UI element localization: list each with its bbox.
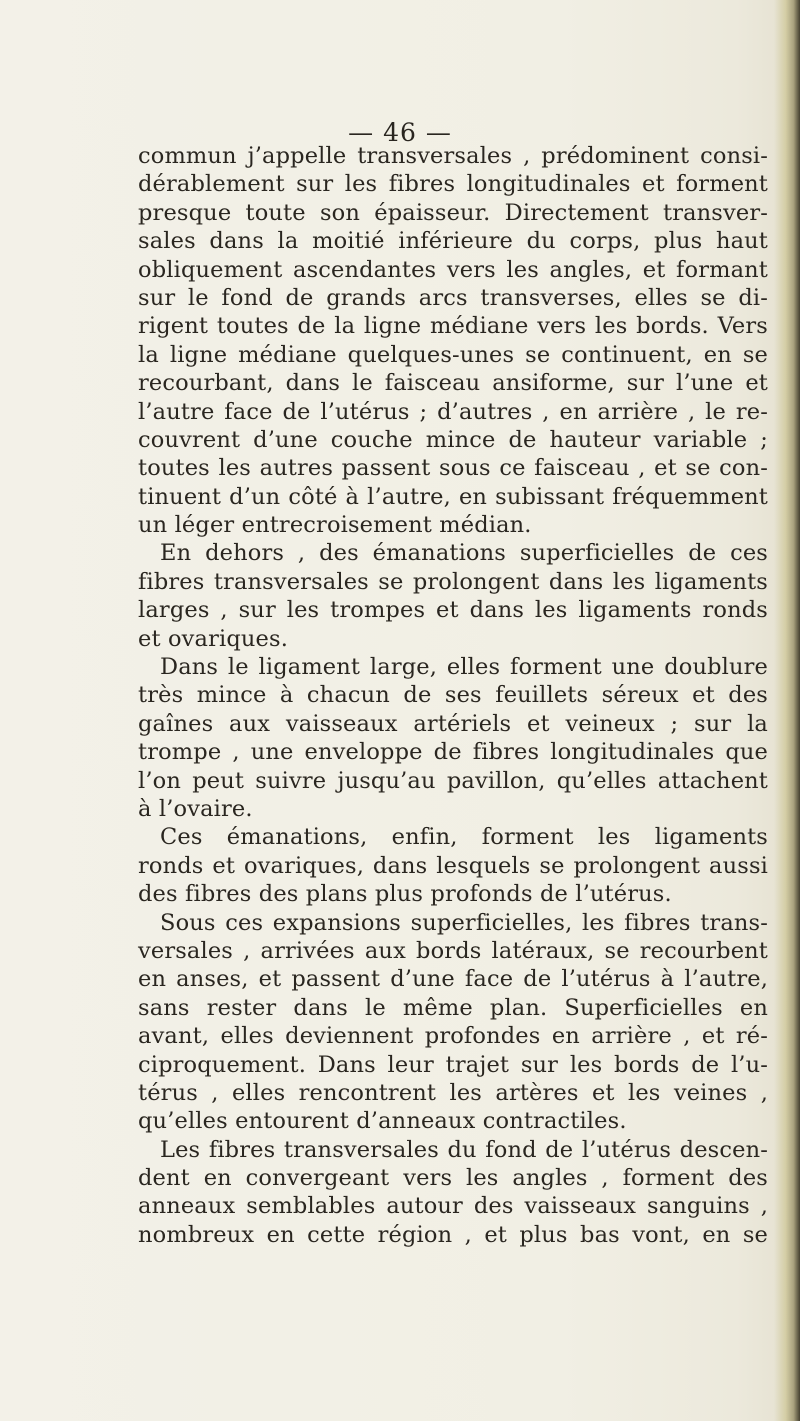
text-line: et ovariques. — [138, 625, 288, 652]
text-line: Les fibres transversales du fond de l’utérus descen- — [160, 1136, 768, 1163]
text-line: à l’ovaire. — [138, 795, 253, 822]
text-line: des fibres des plans plus profonds de l’utérus. — [138, 881, 672, 908]
text-line: rigent toutes de la ligne médiane vers les bords. Vers — [138, 313, 768, 340]
text-line: larges , sur les trompes et dans les ligaments ronds — [138, 597, 768, 624]
text-line: térus , elles rencontrent les artères et les veines , — [138, 1079, 768, 1106]
text-line: qu’elles entourent d’anneaux contractiles. — [138, 1108, 627, 1135]
text-line: ciproquement. Dans leur trajet sur les bords de l’u- — [138, 1051, 768, 1078]
body-text — [138, 142, 768, 1249]
text-line: en anses, et passent d’une face de l’utérus à l’autre, — [138, 966, 768, 993]
text-line: l’autre face de l’utérus ; d’autres , en arrière , le re- — [138, 398, 768, 425]
text-line: gaînes aux vaisseaux artériels et veineux ; sur la — [138, 710, 768, 737]
text-line: sur le fond de grands arcs transverses, elles se di- — [138, 284, 768, 311]
text-line: Dans le ligament large, elles forment une doublure — [160, 654, 768, 681]
text-line: avant, elles deviennent profondes en arrière , et ré- — [138, 1023, 768, 1050]
text-line: ronds et ovariques, dans lesquels se prolongent aussi — [138, 852, 768, 879]
text-line: fibres transversales se prolongent dans les ligaments — [138, 568, 768, 595]
text-line: un léger entrecroisement médian. — [138, 512, 532, 539]
text-line: anneaux semblables autour des vaisseaux sanguins , — [138, 1193, 768, 1220]
text-line: sans rester dans le même plan. Superficielles en — [138, 994, 768, 1021]
page-binding-edge — [774, 0, 800, 1421]
text-line: dent en convergeant vers les angles , forment des — [138, 1165, 768, 1192]
text-line: très mince à chacun de ses feuillets séreux et des — [138, 682, 768, 709]
text-line: dérablement sur les fibres longitudinales et forment — [138, 171, 768, 198]
text-line: Ces émanations, enfin, forment les ligaments — [160, 824, 768, 851]
text-line: recourbant, dans le faisceau ansiforme, sur l’une et — [138, 370, 768, 397]
text-line: toutes les autres passent sous ce faisceau , et se con- — [138, 455, 768, 482]
text-line: nombreux en cette région , et plus bas vont, en se — [138, 1221, 768, 1248]
text-line: trompe , une enveloppe de fibres longitudinales que — [138, 739, 768, 766]
text-line: la ligne médiane quelques-unes se continuent, en se — [138, 341, 768, 368]
text-line: commun j’appelle transversales , prédominent consi- — [138, 143, 768, 169]
text-line: l’on peut suivre jusqu’au pavillon, qu’elles attachent — [138, 767, 768, 794]
text-line: En dehors , des émanations superficielles de ces — [160, 540, 768, 567]
page-number: — 46 — — [348, 118, 452, 147]
text-line: couvrent d’une couche mince de hauteur variable ; — [138, 426, 768, 453]
text-line: obliquement ascendantes vers les angles, et formant — [138, 256, 768, 283]
text-line: presque toute son épaisseur. Directement transver- — [138, 199, 768, 226]
text-line: tinuent d’un côté à l’autre, en subissant fréquemment — [138, 483, 768, 510]
text-line: Sous ces expansions superficielles, les fibres trans- — [160, 909, 768, 936]
text-line: versales , arrivées aux bords latéraux, se recourbent — [138, 937, 768, 964]
text-line: sales dans la moitié inférieure du corps, plus haut — [138, 228, 768, 255]
